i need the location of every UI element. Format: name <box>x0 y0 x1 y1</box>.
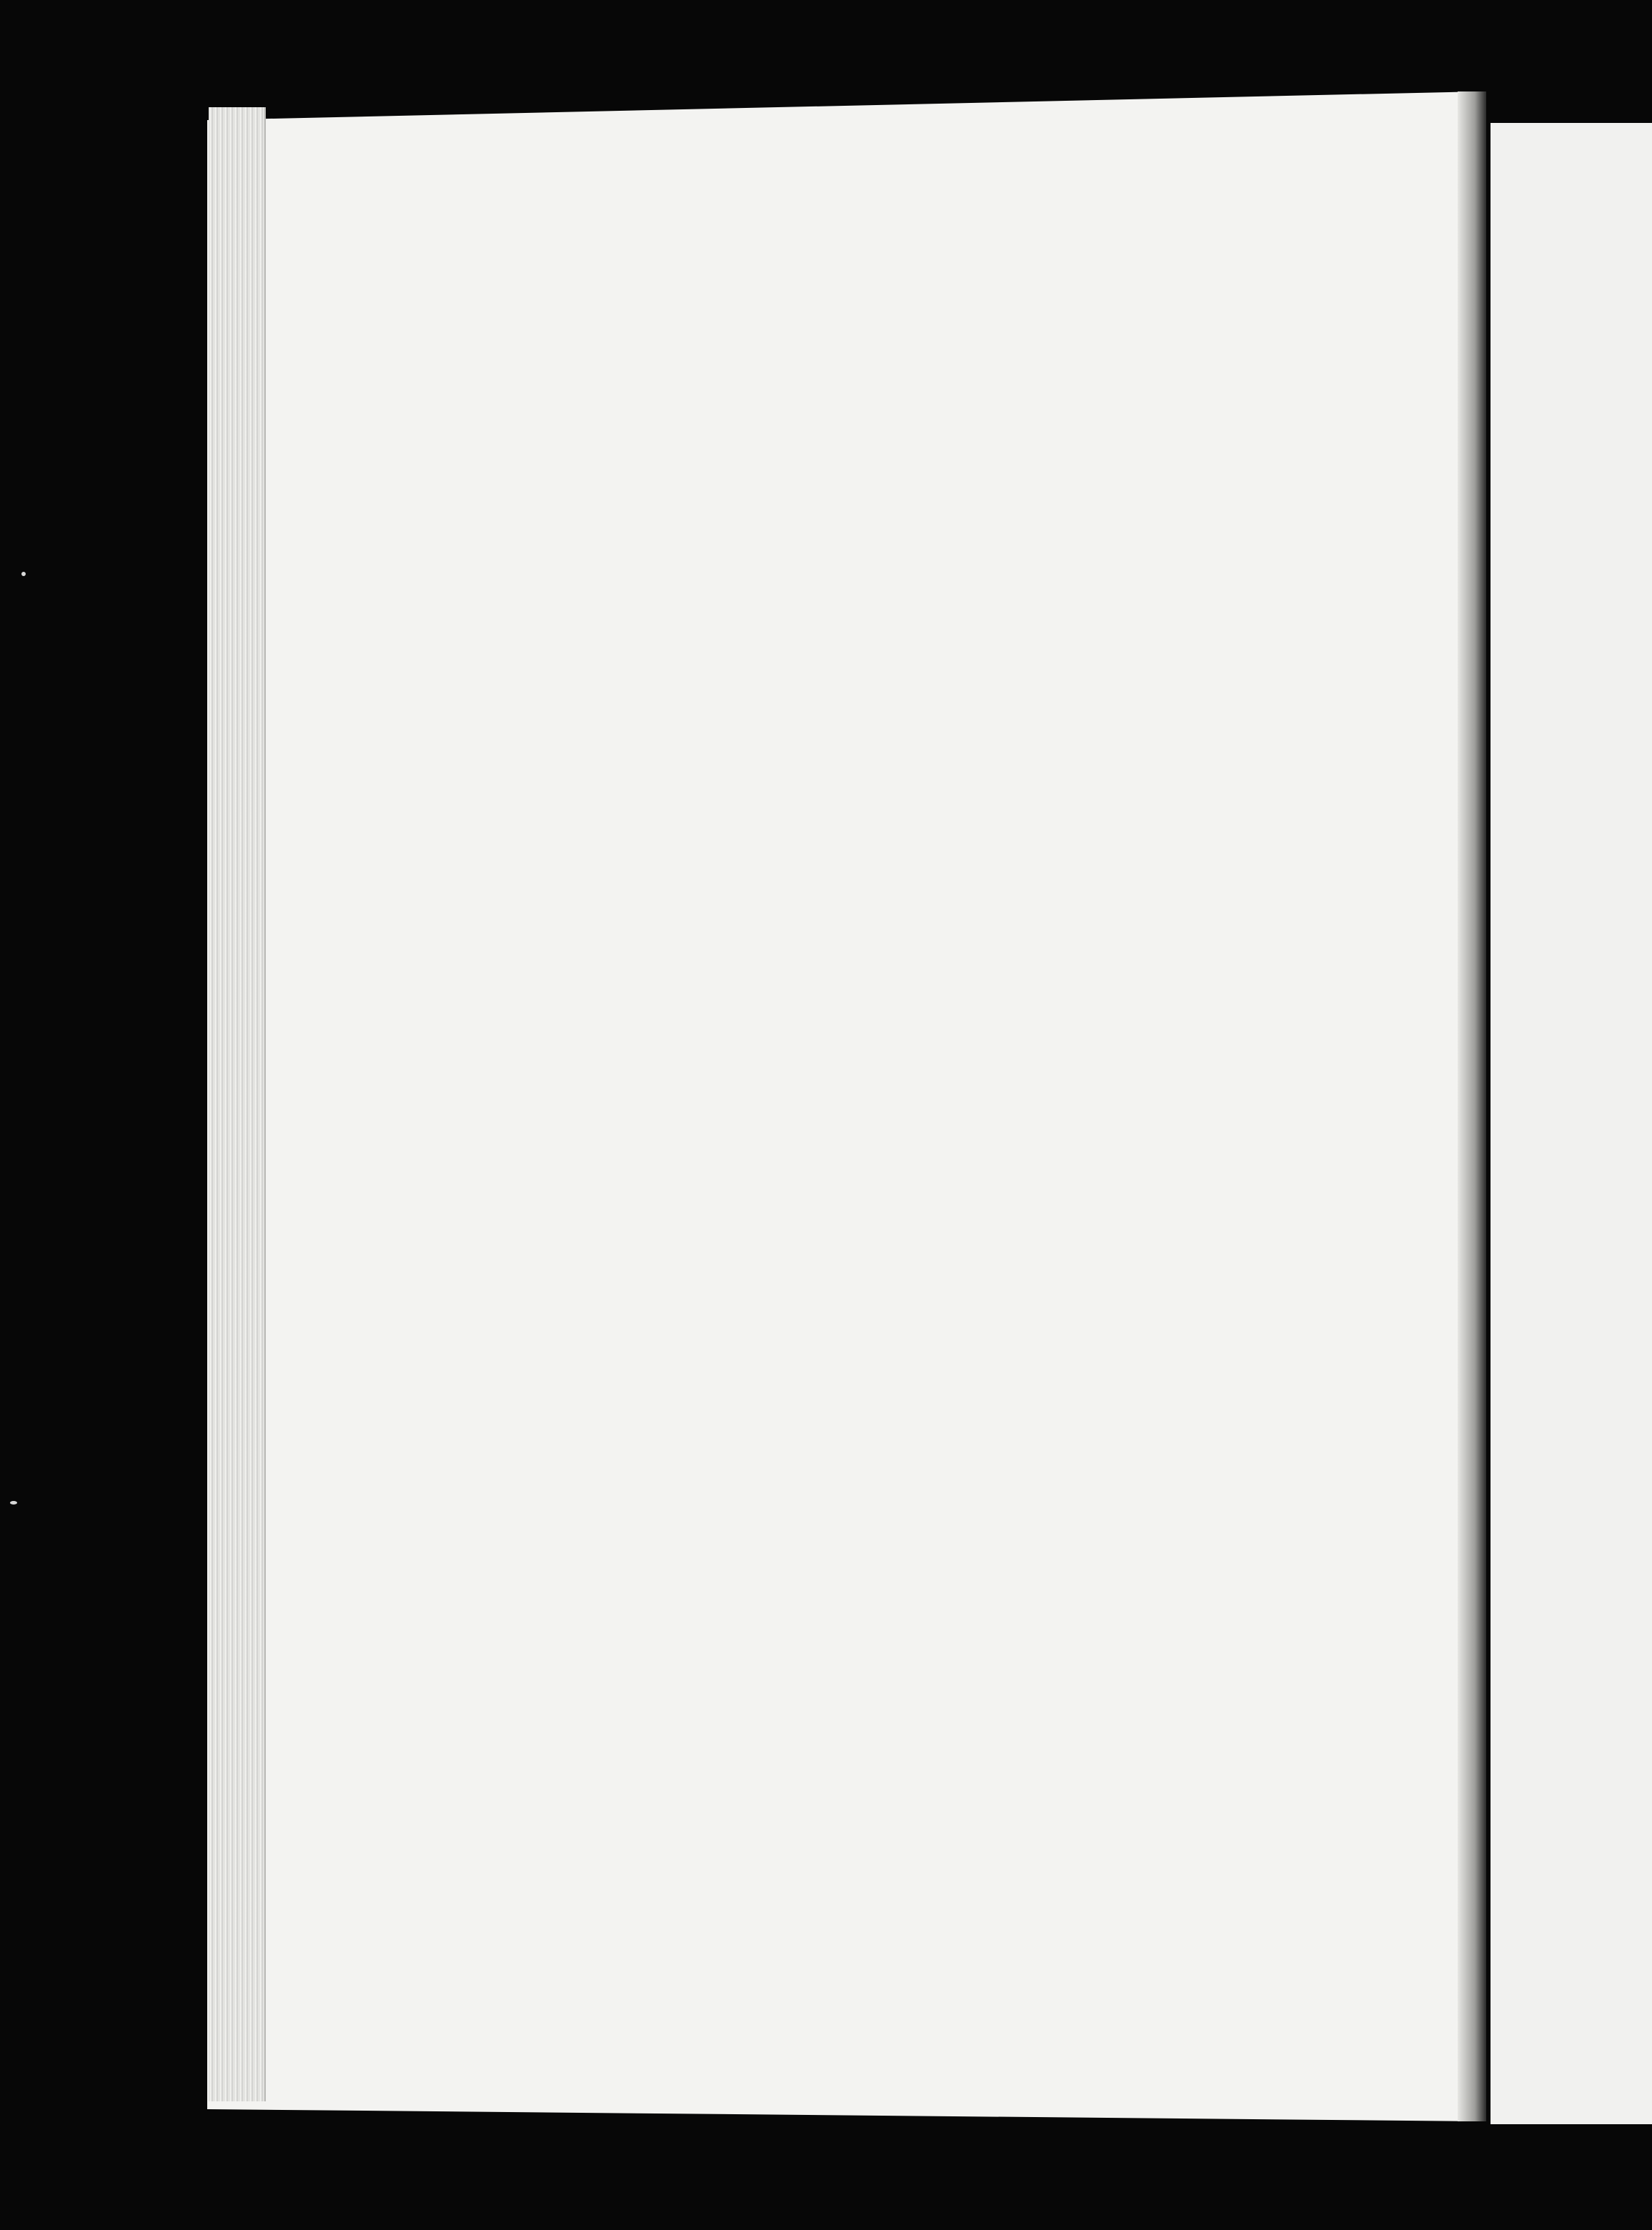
facing-page <box>1491 123 1652 2124</box>
book-gutter <box>1458 91 1486 2121</box>
dust-speck <box>10 1501 17 1505</box>
main-text-page <box>452 266 1402 1974</box>
dust-speck <box>21 572 26 576</box>
page-edges <box>209 107 266 2101</box>
